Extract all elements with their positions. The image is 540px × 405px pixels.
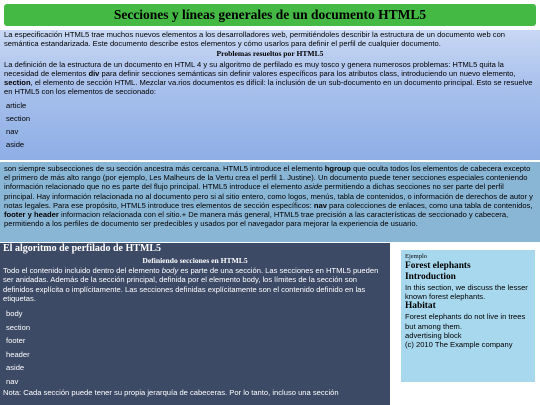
page-title: Secciones y líneas generales de un documento HTML5: [4, 4, 536, 26]
list-item: body: [6, 309, 23, 319]
list-item: section: [6, 114, 31, 124]
example-aside: [401, 250, 535, 382]
aside-eyebrow: Ejemplo: [405, 253, 428, 260]
main-article: [0, 243, 390, 405]
aside-ad: advertising block: [405, 330, 462, 340]
list-item: article: [6, 101, 27, 111]
code-aside: aside: [304, 182, 323, 192]
aside-habitat-heading: Habitat: [405, 301, 436, 312]
article-paragraph: Todo el contenido incluido dentro del elemento body es parte de una sección. Las secciones en HTML5 pueden ser anidadas. Además de la sección principal, definida por el elemento body, los límites de la sección son definidos explícita o implícitamente. Las secciones definidas explícitamente son el contenido definido en las etiquetas.: [3, 266, 379, 303]
sectioning-elements-list: [4, 99, 536, 151]
aside-intro-heading: Introduction: [405, 272, 456, 282]
code-div: div: [88, 68, 100, 78]
subsections-section: [0, 162, 540, 242]
code-footer-header: footer y header: [4, 210, 59, 220]
aside-habitat-text: Forest elephants do not live in trees but among them.: [405, 312, 526, 331]
list-item: section: [6, 322, 31, 332]
section-subtitle: Problemas resueltos por HTML5: [216, 49, 324, 59]
article-subtitle: Definiendo secciones en HTML5: [142, 256, 248, 265]
code-body: body: [161, 266, 179, 276]
list-item: nav: [6, 376, 19, 386]
section-tags-list: [3, 307, 387, 388]
code-section: section: [4, 78, 31, 88]
list-item: nav: [6, 127, 19, 137]
article-title: El algoritmo de perfilado de HTML5: [3, 243, 162, 254]
article-note: Nota: Cada sección puede tener su propia jerarquía de cabeceras. Por lo tanto, incluso una sección: [3, 388, 339, 398]
intro-paragraph: La especificación HTML5 trae muchos nuevos elementos a los desarrolladores web, permitiéndoles describir la estructura de un documento web con semántica estandarizada. Este documento describe estos elementos y cómo usarlos para definir el perfil de cualquier documento.: [4, 30, 506, 49]
code-nav: nav: [313, 200, 327, 210]
list-item: aside: [6, 363, 25, 373]
list-item: aside: [6, 140, 25, 150]
list-item: header: [6, 349, 30, 359]
aside-title: Forest elephants: [405, 261, 471, 271]
subsections-paragraph: son siempre subsecciones de su sección ancestra más cercana. HTML5 introduce el elemento hgroup que oculta todos los elementos de cabecera excepto el primero de más alto rango (por ejemplo, Les Malheurs de la Vertu crea el perfil 1. Justine). Un documento puede tener secciones especiales conteniendo información relacionado que no es parte del flujo principal. HTML5 introduce el elemento aside permitiendo a dichas secciones no ser parte del perfil principal. Hay información relacionada no al documento pero si al sitio entero, como logos, menús, tabla de contenidos, o información de derechos de autor y notas legales. Para ese propósito, HTML5 introduce tres elementos de sección específicos: nav para colecciones de enlaces, como una tabla de contenidos, footer y header informacion relacionada con el sitio.+ De manera más general, HTML5 trae precisión a las características de seccionado y cabecera, permitiendo a los perfiles de documento ser predecibles y usados por el navegador para mejorar la experiencia de usuario.: [4, 164, 533, 229]
list-item: footer: [6, 336, 26, 346]
problems-paragraph: La definición de la estructura de un documento en HTML 4 y su algoritmo de perfilado es muy tosco y genera numerosos problemas: HTML5 quita la necesidad de elementos div para definir secciones semánticas sin definir valores específicos para los atributos class, introduciendo un nuevo elemento, section, el elemento de sección HTML. Mezclar va.rios documentos es difícil: la inclusión de un sub-documento en un documento principal. Esto se resuelve en HTML5 con los elementos de seccionado:: [4, 59, 533, 97]
code-hgroup: hgroup: [324, 164, 351, 173]
aside-copyright: (c) 2010 The Example company: [405, 340, 513, 350]
intro-section: [0, 30, 540, 160]
aside-intro-text: In this section, we discuss the lesser known forest elephants.: [405, 283, 528, 302]
